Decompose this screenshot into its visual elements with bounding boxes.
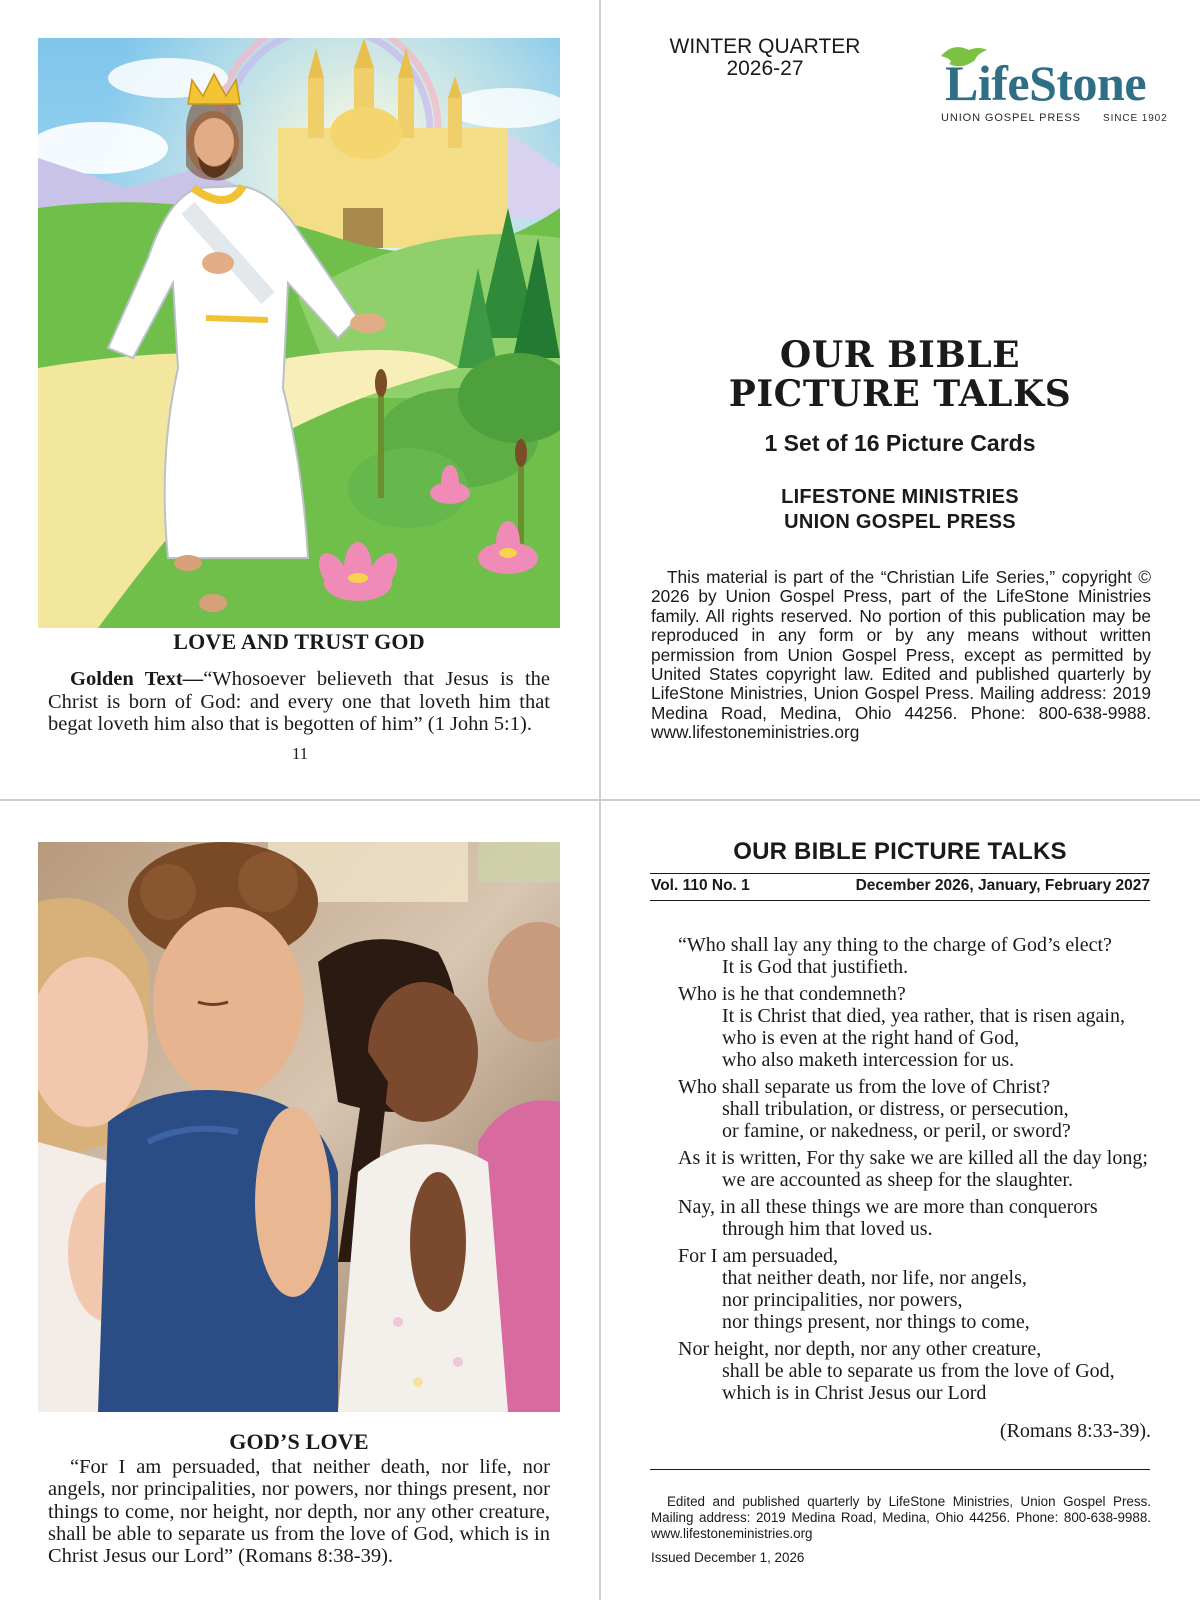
footer-text: Edited and published quarterly by LifeStone Ministries, Union Gospel Press. Mailing address: 2019 Medina Road, Medina, Ohio 44256. Phone: 800-638-9988. www.lifestoneministries.org xyxy=(651,1494,1151,1541)
poem-line: who is even at the right hand of God, xyxy=(722,1027,1020,1049)
poem-line: It is God that justifieth. xyxy=(722,956,909,978)
card-title-gods-love: GOD’S LOVE xyxy=(229,1429,369,1454)
publication-title-line2: PICTURE TALKS xyxy=(728,373,1072,415)
masthead-rule-top xyxy=(650,873,1150,874)
publisher-line1: LIFESTONE MINISTRIES xyxy=(781,486,1019,508)
poem-stanza xyxy=(678,1076,1158,1142)
poem-line: we are accounted as sheep for the slaughter. xyxy=(722,1169,1073,1191)
poem-line: Who shall separate us from the love of Christ? xyxy=(678,1076,1051,1098)
page-number: 11 xyxy=(291,744,309,763)
scripture-reference: (Romans 8:33-39). xyxy=(999,1420,1151,1442)
golden-text-verse: “Whosoever believeth that Jesus is the Christ is born of God: and every one that loveth him that begat loveth him also that is begotten of him” (1 John 5:1). xyxy=(48,668,550,735)
publication-title-line1: OUR BIBLE xyxy=(779,334,1021,376)
poem-line: Nay, in all these things we are more than conquerors xyxy=(678,1196,1098,1218)
masthead-rule-bottom xyxy=(650,900,1150,901)
quarter-years: 2026-27 xyxy=(726,57,804,80)
poem-stanza xyxy=(678,1245,1158,1333)
children-praying-photo xyxy=(38,842,560,1412)
footer-rule xyxy=(650,1469,1150,1470)
logo-publisher: UNION GOSPEL PRESS xyxy=(941,112,1081,124)
poem-line: It is Christ that died, yea rather, that is risen again, xyxy=(722,1005,1125,1027)
card-verse: “For I am persuaded, that neither death, nor life, nor angels, nor principalities, nor powers, nor things present, nor things to come, nor height, nor depth, nor any other creature, shall be able to separate us from the love of God, which is in Christ Jesus our Lord” (Romans 8:38-39). xyxy=(48,1456,550,1568)
king-jesus-illustration xyxy=(38,38,560,628)
poem-line: Who is he that condemneth? xyxy=(678,983,906,1005)
logo-since: SINCE 1902 xyxy=(1103,113,1168,124)
publication-title xyxy=(610,336,1190,414)
poem-line: As it is written, For thy sake we are killed all the day long; xyxy=(678,1147,1148,1169)
poem-stanza xyxy=(678,983,1158,1071)
lifestone-logo xyxy=(935,40,1175,130)
masthead-title: OUR BIBLE PICTURE TALKS xyxy=(733,838,1067,865)
poem-stanza xyxy=(678,1147,1158,1191)
issue-dates: December 2026, January, February 2027 xyxy=(855,877,1150,894)
card-title-love-and-trust-god: LOVE AND TRUST GOD xyxy=(173,629,425,654)
poem-line: or famine, or nakedness, or peril, or sword? xyxy=(722,1120,1071,1142)
poem-stanza xyxy=(678,934,1158,978)
volume-number: Vol. 110 No. 1 xyxy=(651,877,750,894)
poem-line: “Who shall lay any thing to the charge of God’s elect? xyxy=(678,934,1112,956)
horizontal-divider xyxy=(0,799,1200,801)
poem-stanza xyxy=(678,1196,1158,1240)
poem-line: shall be able to separate us from the love of God, xyxy=(722,1360,1115,1382)
issued-date: Issued December 1, 2026 xyxy=(651,1550,805,1565)
poem-line: nor things present, nor things to come, xyxy=(722,1311,1030,1333)
poem-line: who also maketh intercession for us. xyxy=(722,1049,1015,1071)
scripture-poem xyxy=(678,934,1158,1409)
quarter-season: WINTER QUARTER xyxy=(669,35,861,58)
poem-line: Nor height, nor depth, nor any other creature, xyxy=(678,1338,1042,1360)
poem-line: For I am persuaded, xyxy=(678,1245,838,1267)
copyright-notice: This material is part of the “Christian Life Series,” copyright © 2026 by Union Gospel Press, part of the LifeStone Ministries family. All rights reserved. No portion of this publication may be reproduced in any form or by any means without written permission from Union Gospel Press, except as permitted by United States copyright law. Edited and published quarterly by LifeStone Ministries, Union Gospel Press. Mailing address: 2019 Medina Road, Medina, Ohio 44256. Phone: 800-638-9988. www.lifestoneministries.org xyxy=(651,567,1151,743)
publisher-block xyxy=(610,485,1190,535)
poem-line: that neither death, nor life, nor angels, xyxy=(722,1267,1027,1289)
poem-stanza xyxy=(678,1338,1158,1404)
publisher-line2: UNION GOSPEL PRESS xyxy=(784,511,1016,533)
golden-text xyxy=(48,668,550,736)
poem-line: shall tribulation, or distress, or persecution, xyxy=(722,1098,1069,1120)
poem-line: through him that loved us. xyxy=(722,1218,933,1240)
quarter-label xyxy=(650,36,880,80)
publication-subtitle: 1 Set of 16 Picture Cards xyxy=(764,430,1036,456)
poem-line: nor principalities, nor powers, xyxy=(722,1289,963,1311)
logo-wordmark: LifeStone xyxy=(945,55,1147,111)
poem-line: which is in Christ Jesus our Lord xyxy=(722,1382,987,1404)
golden-text-label: Golden Text— xyxy=(70,668,204,690)
